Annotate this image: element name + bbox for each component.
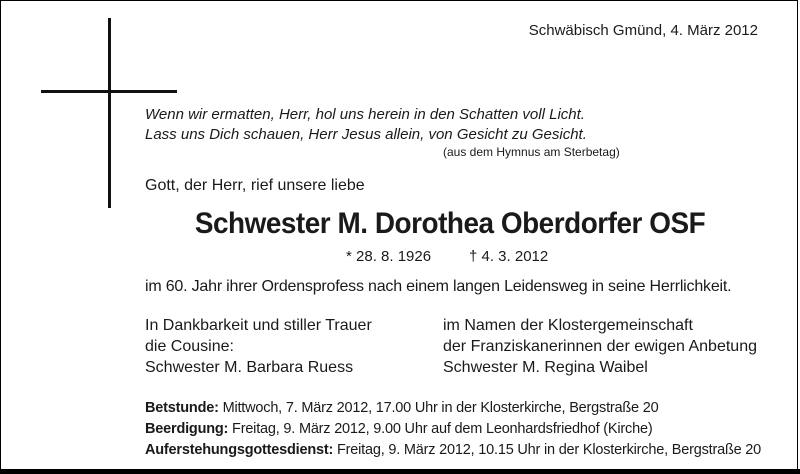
mourners-right-line-3: Schwester M. Regina Waibel — [443, 359, 648, 376]
event-text: Freitag, 9. März 2012, 9.00 Uhr auf dem Leonhardsfriedhof (Kirche) — [232, 421, 653, 437]
event-label: Beerdigung: — [145, 421, 229, 437]
bottom-rule — [0, 469, 800, 474]
deceased-name-row — [32, 207, 776, 241]
mourners-left-line-1: In Dankbarkeit und stiller Trauer — [145, 317, 372, 334]
verse-source: (aus dem Hymnus am Sterbetag) — [443, 145, 620, 159]
event-label: Auferstehungsgottesdienst: — [145, 442, 334, 458]
cross-horizontal-bar — [41, 90, 177, 93]
event-burial — [145, 421, 652, 437]
event-text: Freitag, 9. März 2012, 10.15 Uhr in der Klosterkirche, Bergstraße 20 — [337, 442, 762, 458]
birth-date: * 28. 8. 1926 — [346, 248, 432, 265]
mourners-left-line-2: die Cousine: — [145, 338, 234, 355]
mourners-right-line-2: der Franziskanerinnen der ewigen Anbetung — [443, 338, 757, 355]
cross-vertical-bar — [108, 18, 111, 208]
place-date: Schwäbisch Gmünd, 4. März 2012 — [528, 22, 758, 39]
event-prayer-hour — [145, 400, 658, 416]
profession-text: im 60. Jahr ihrer Ordensprofess nach einem langen Leidensweg in seine Herrlichkeit. — [145, 278, 732, 295]
deceased-name: Schwester M. Dorothea Oberdorfer OSF — [194, 207, 706, 240]
mourners-left-line-3: Schwester M. Barbara Ruess — [145, 359, 354, 376]
event-resurrection-mass — [145, 442, 761, 458]
verse-line-2: Lass uns Dich schauen, Herr Jesus allein, von Gesicht zu Gesicht. — [145, 126, 587, 143]
death-date: † 4. 3. 2012 — [469, 248, 549, 265]
verse-line-1: Wenn wir ermatten, Herr, hol uns herein in den Schatten voll Licht. — [145, 106, 585, 123]
intro-text: Gott, der Herr, rief unsere liebe — [145, 177, 365, 194]
event-label: Betstunde: — [145, 400, 219, 416]
mourners-right-line-1: im Namen der Klostergemeinschaft — [443, 317, 693, 334]
event-text: Mittwoch, 7. März 2012, 17.00 Uhr in der Klosterkirche, Bergstraße 20 — [222, 400, 659, 416]
